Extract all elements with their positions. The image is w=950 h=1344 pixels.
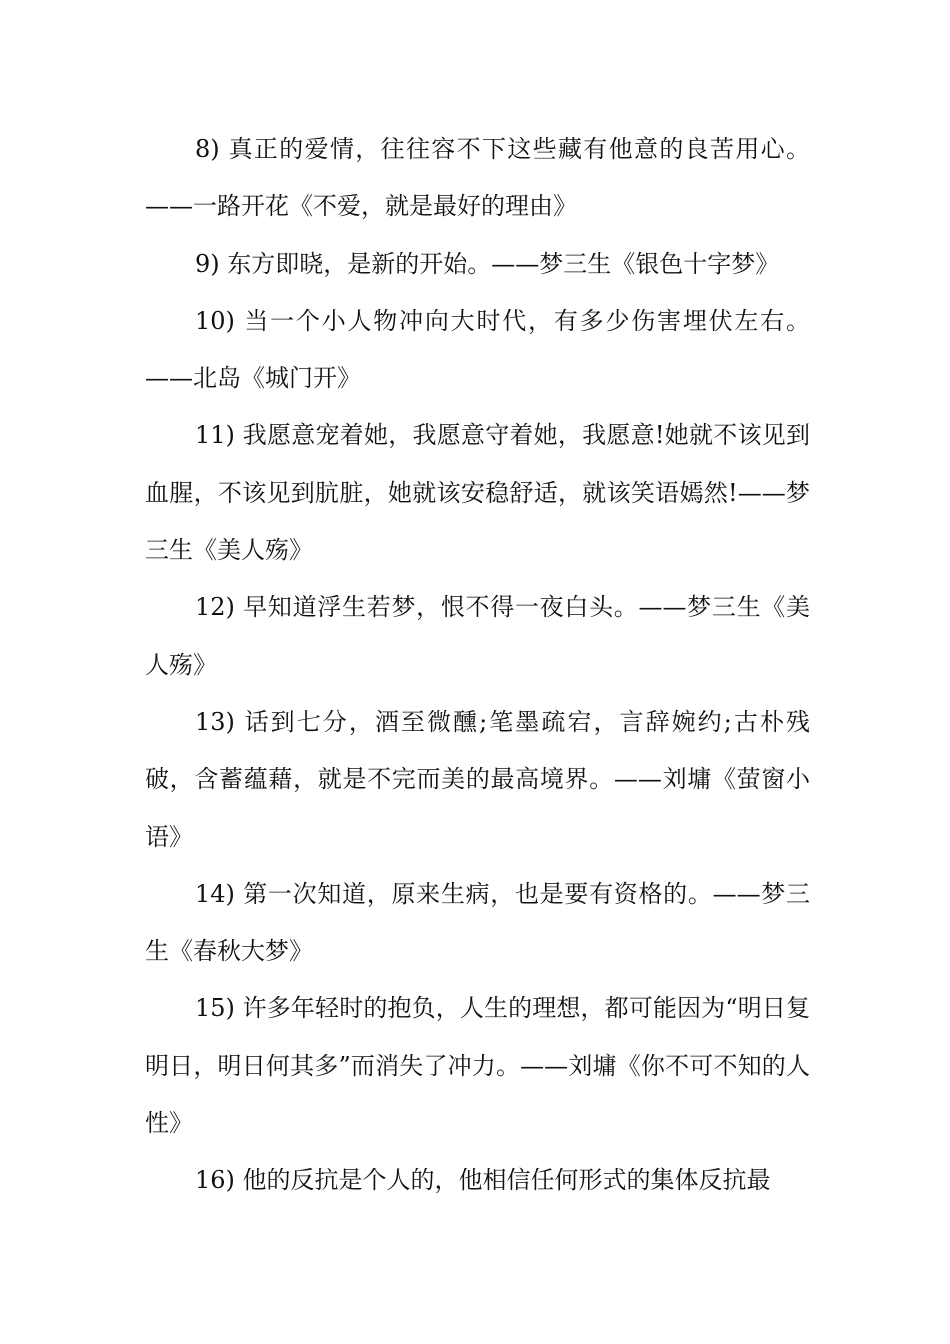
quote-paragraph-14: 14) 第一次知道，原来生病，也是要有资格的。——梦三生《春秋大梦》: [145, 879, 810, 966]
quote-paragraph-11: 11) 我愿意宠着她，我愿意守着她，我愿意!她就不该见到血腥，不该见到肮脏，她就该安稳舒适，就该笑语嫣然!——梦三生《美人殇》: [145, 421, 810, 565]
quote-paragraph-13: 13) 话到七分，酒至微醺;笔墨疏宕，言辞婉约;古朴残破，含蓄蕴藉，就是不完而美的最高境界。——刘墉《萤窗小语》: [145, 707, 810, 851]
document-body: [145, 121, 810, 1210]
quote-paragraph-9: 9) 东方即晓，是新的开始。——梦三生《银色十字梦》: [195, 249, 780, 278]
quote-paragraph-16: 16) 他的反抗是个人的，他相信任何形式的集体反抗最: [195, 1166, 771, 1195]
quote-paragraph-8: 8) 真正的爱情，往往容不下这些藏有他意的良苦用心。——一路开花《不爱，就是最好的理由》: [145, 135, 810, 221]
quote-paragraph-10: 10) 当一个小人物冲向大时代，有多少伤害埋伏左右。——北岛《城门开》: [145, 306, 810, 393]
quote-paragraph-12: 12) 早知道浮生若梦，恨不得一夜白头。——梦三生《美人殇》: [145, 593, 810, 679]
quote-paragraph-15: 15) 许多年轻时的抱负，人生的理想，都可能因为“明日复明日，明日何其多”而消失了冲力。——刘墉《你不可不知的人性》: [145, 994, 810, 1138]
